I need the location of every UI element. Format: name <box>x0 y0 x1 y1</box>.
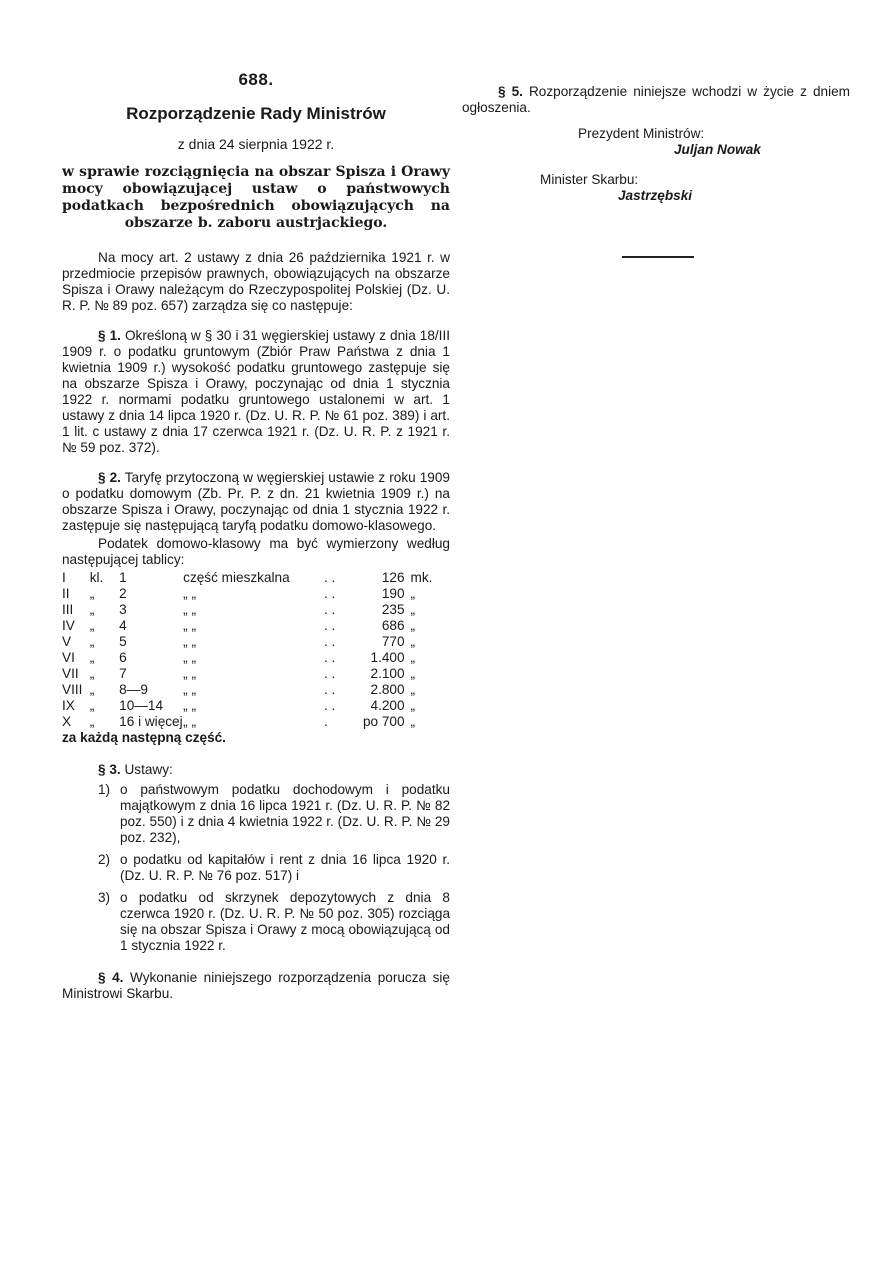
class-roman-numeral: X <box>62 714 72 729</box>
tax-table-row <box>62 714 450 730</box>
section-1-label: § 1. <box>98 328 121 343</box>
class-roman-numeral: VI <box>62 650 75 665</box>
tax-amount: 4.200 <box>370 698 405 713</box>
tax-table-row <box>62 666 450 682</box>
tax-amount: 686 <box>381 618 405 633</box>
currency-unit: „ <box>410 586 416 601</box>
currency-unit: „ <box>410 634 416 649</box>
currency-unit: „ <box>410 618 416 633</box>
right-column <box>462 84 850 204</box>
tax-table-row <box>62 634 450 650</box>
class-roman-numeral: IX <box>62 698 75 713</box>
room-count: 10—14 <box>119 698 164 713</box>
class-abbrev: „ <box>89 586 95 601</box>
section-3-heading-text: Ustawy: <box>124 762 173 777</box>
room-description: „ „ <box>183 634 196 649</box>
room-count: 8—9 <box>119 682 148 697</box>
signature-role-prime-minister: Prezydent Ministrów: <box>578 126 705 141</box>
item-number: 3) <box>98 890 111 905</box>
leader-dots: . <box>323 714 328 729</box>
closing-rule <box>622 256 694 258</box>
section-5-label: § 5. <box>498 84 523 99</box>
room-count: 4 <box>119 618 127 633</box>
section-2 <box>62 470 450 534</box>
signature-name-prime-minister: Juljan Nowak <box>674 142 761 157</box>
class-abbrev: „ <box>89 698 95 713</box>
leader-dots: . . <box>323 586 336 601</box>
document-subject: w sprawie rozciągnięcia na obszar Spisza i Orawy mocy obowiązującej ustaw o państwowych podatkach bezpośrednich obowiązujących na obszarze b. zaboru austrjackiego. <box>62 164 450 231</box>
class-abbrev: kl. <box>89 570 104 585</box>
room-description: „ „ <box>183 602 196 617</box>
tax-table-row <box>62 650 450 666</box>
item-text: o państwowym podatku dochodowym i podatku majątkowym z dnia 16 lipca 1921 r. (Dz. U. R. P. № 82 poz. 550) i z dnia 4 kwietnia 1922 r. (Dz. U. R. P. № 29 poz. 232), <box>120 782 450 845</box>
class-roman-numeral: V <box>62 634 72 649</box>
tax-amount: 770 <box>381 634 405 649</box>
room-description: „ „ <box>183 618 196 633</box>
room-description: „ „ <box>183 666 196 681</box>
tax-table-row <box>62 586 450 602</box>
currency-unit: „ <box>410 714 416 729</box>
leader-dots: . . <box>323 698 336 713</box>
leader-dots: . . <box>323 618 336 633</box>
section-3-item <box>98 852 450 884</box>
class-abbrev: „ <box>89 618 95 633</box>
class-roman-numeral: IV <box>62 618 75 633</box>
room-count: 5 <box>119 634 127 649</box>
currency-unit: „ <box>410 698 416 713</box>
room-count: 6 <box>119 650 127 665</box>
class-abbrev: „ <box>89 634 95 649</box>
leader-dots: . . <box>323 634 336 649</box>
tax-amount: po 700 <box>362 714 405 729</box>
signature-name-treasury-minister: Jastrzębski <box>618 188 693 203</box>
document-title: Rozporządzenie Rady Ministrów <box>126 104 386 123</box>
tax-amount: 2.800 <box>370 682 405 697</box>
currency-unit: „ <box>410 602 416 617</box>
signature-role-treasury-minister: Minister Skarbu: <box>540 172 639 187</box>
section-4-text: Wykonanie niniejszego rozporządzenia porucza się Ministrowi Skarbu. <box>62 970 450 1001</box>
room-count: 1 <box>119 570 127 585</box>
tax-amount: 1.400 <box>370 650 405 665</box>
section-2-label: § 2. <box>98 470 121 485</box>
item-number: 1) <box>98 782 111 797</box>
currency-unit: „ <box>410 666 416 681</box>
class-roman-numeral: II <box>62 586 70 601</box>
room-description: „ „ <box>183 682 196 697</box>
class-roman-numeral: I <box>62 570 66 585</box>
room-count: 7 <box>119 666 127 681</box>
room-description: „ „ <box>183 586 196 601</box>
class-abbrev: „ <box>89 682 95 697</box>
left-column <box>62 70 450 1016</box>
class-abbrev: „ <box>89 666 95 681</box>
tax-table-row <box>62 682 450 698</box>
section-3-item <box>98 890 450 954</box>
room-count: 2 <box>119 586 127 601</box>
document-number: 688. <box>238 70 274 89</box>
leader-dots: . . <box>323 682 336 697</box>
room-description: część mieszkalna <box>183 570 290 585</box>
tax-amount: 2.100 <box>370 666 405 681</box>
currency-unit: „ <box>410 650 416 665</box>
section-3-label: § 3. <box>98 762 121 777</box>
tax-amount: 235 <box>381 602 405 617</box>
tax-table-row <box>62 602 450 618</box>
room-count: 3 <box>119 602 127 617</box>
class-roman-numeral: VIII <box>62 682 83 697</box>
section-5 <box>462 84 850 116</box>
section-1-text: Określoną w § 30 i 31 węgierskiej ustawy z dnia 18/III 1909 r. o podatku gruntowym (Zbiór Praw Państwa z dnia 1 kwietnia 1909 r.) wysokość podatku gruntowego zastępuje się na obszarze Spisza i Orawy, poczynając od dnia 1 stycznia 1922 r. normami podatku gruntowego ustalonemi w art. 1 ustawy z dnia 14 lipca 1920 r. (Dz. U. R. P. № 61 poz. 389) i art. 1 lit. c ustawy z dnia 17 czerwca 1921 r. (Dz. U. R. P. z 1921 r. № 59 poz. 372). <box>62 328 450 455</box>
class-roman-numeral: VII <box>62 666 79 681</box>
room-description: „ „ <box>183 650 196 665</box>
leader-dots: . . <box>323 650 336 665</box>
room-description: „ „ <box>183 714 196 729</box>
class-abbrev: „ <box>89 650 95 665</box>
class-abbrev: „ <box>89 602 95 617</box>
item-number: 2) <box>98 852 111 867</box>
tax-table-row <box>62 698 450 714</box>
leader-dots: . . <box>323 602 336 617</box>
room-count: 16 i więcej <box>119 714 183 729</box>
currency-unit: mk. <box>410 570 433 585</box>
class-abbrev: „ <box>89 714 95 729</box>
section-2-intro: Podatek domowo-klasowy ma być wymierzony według następującej tablicy: <box>62 536 450 567</box>
leader-dots: . . <box>323 570 336 585</box>
currency-unit: „ <box>410 682 416 697</box>
section-5-text: Rozporządzenie niniejsze wchodzi w życie z dniem ogłoszenia. <box>462 84 850 115</box>
tax-table-footer: za każdą następną część. <box>62 730 226 745</box>
item-text: o podatku od kapitałów i rent z dnia 16 lipca 1920 r. (Dz. U. R. P. № 76 poz. 517) i <box>120 852 450 883</box>
preamble: Na mocy art. 2 ustawy z dnia 26 października 1921 r. w przedmiocie przepisów prawnych, obowiązujących na obszarze Spisza i Orawy należącym do Rzeczypospolitej Polskiej (Dz. U. R. P. № 89 poz. 657) zarządza się co następuje: <box>62 250 450 313</box>
section-3-item <box>98 782 450 846</box>
tax-table-row <box>62 570 450 586</box>
section-3-heading <box>98 762 450 778</box>
tax-amount: 190 <box>381 586 405 601</box>
section-1 <box>62 328 450 456</box>
section-2-text: Taryfę przytoczoną w węgierskiej ustawie z roku 1909 o podatku domowym (Zb. Pr. P. z dn. 21 kwietnia 1909 r.) na obszarze Spisza i Orawy, poczynając od dnia 1 stycznia 1922 r. zastępuje się następującą taryfą podatku domowo-klasowego. <box>62 470 450 533</box>
room-description: „ „ <box>183 698 196 713</box>
tax-table-body <box>62 570 450 730</box>
item-text: o podatku od skrzynek depozytowych z dnia 8 czerwca 1920 r. (Dz. U. R. P. № 50 poz. 305) rozciąga się na obszar Spisza i Orawy z mocą obowiązującą od 1 stycznia 1922 r. <box>120 890 450 953</box>
section-4 <box>62 970 450 1002</box>
tax-table-row <box>62 618 450 634</box>
document-date: z dnia 24 sierpnia 1922 r. <box>177 136 335 152</box>
leader-dots: . . <box>323 666 336 681</box>
tax-table <box>62 570 450 730</box>
class-roman-numeral: III <box>62 602 74 617</box>
tax-amount: 126 <box>381 570 405 585</box>
section-4-label: § 4. <box>98 970 124 985</box>
